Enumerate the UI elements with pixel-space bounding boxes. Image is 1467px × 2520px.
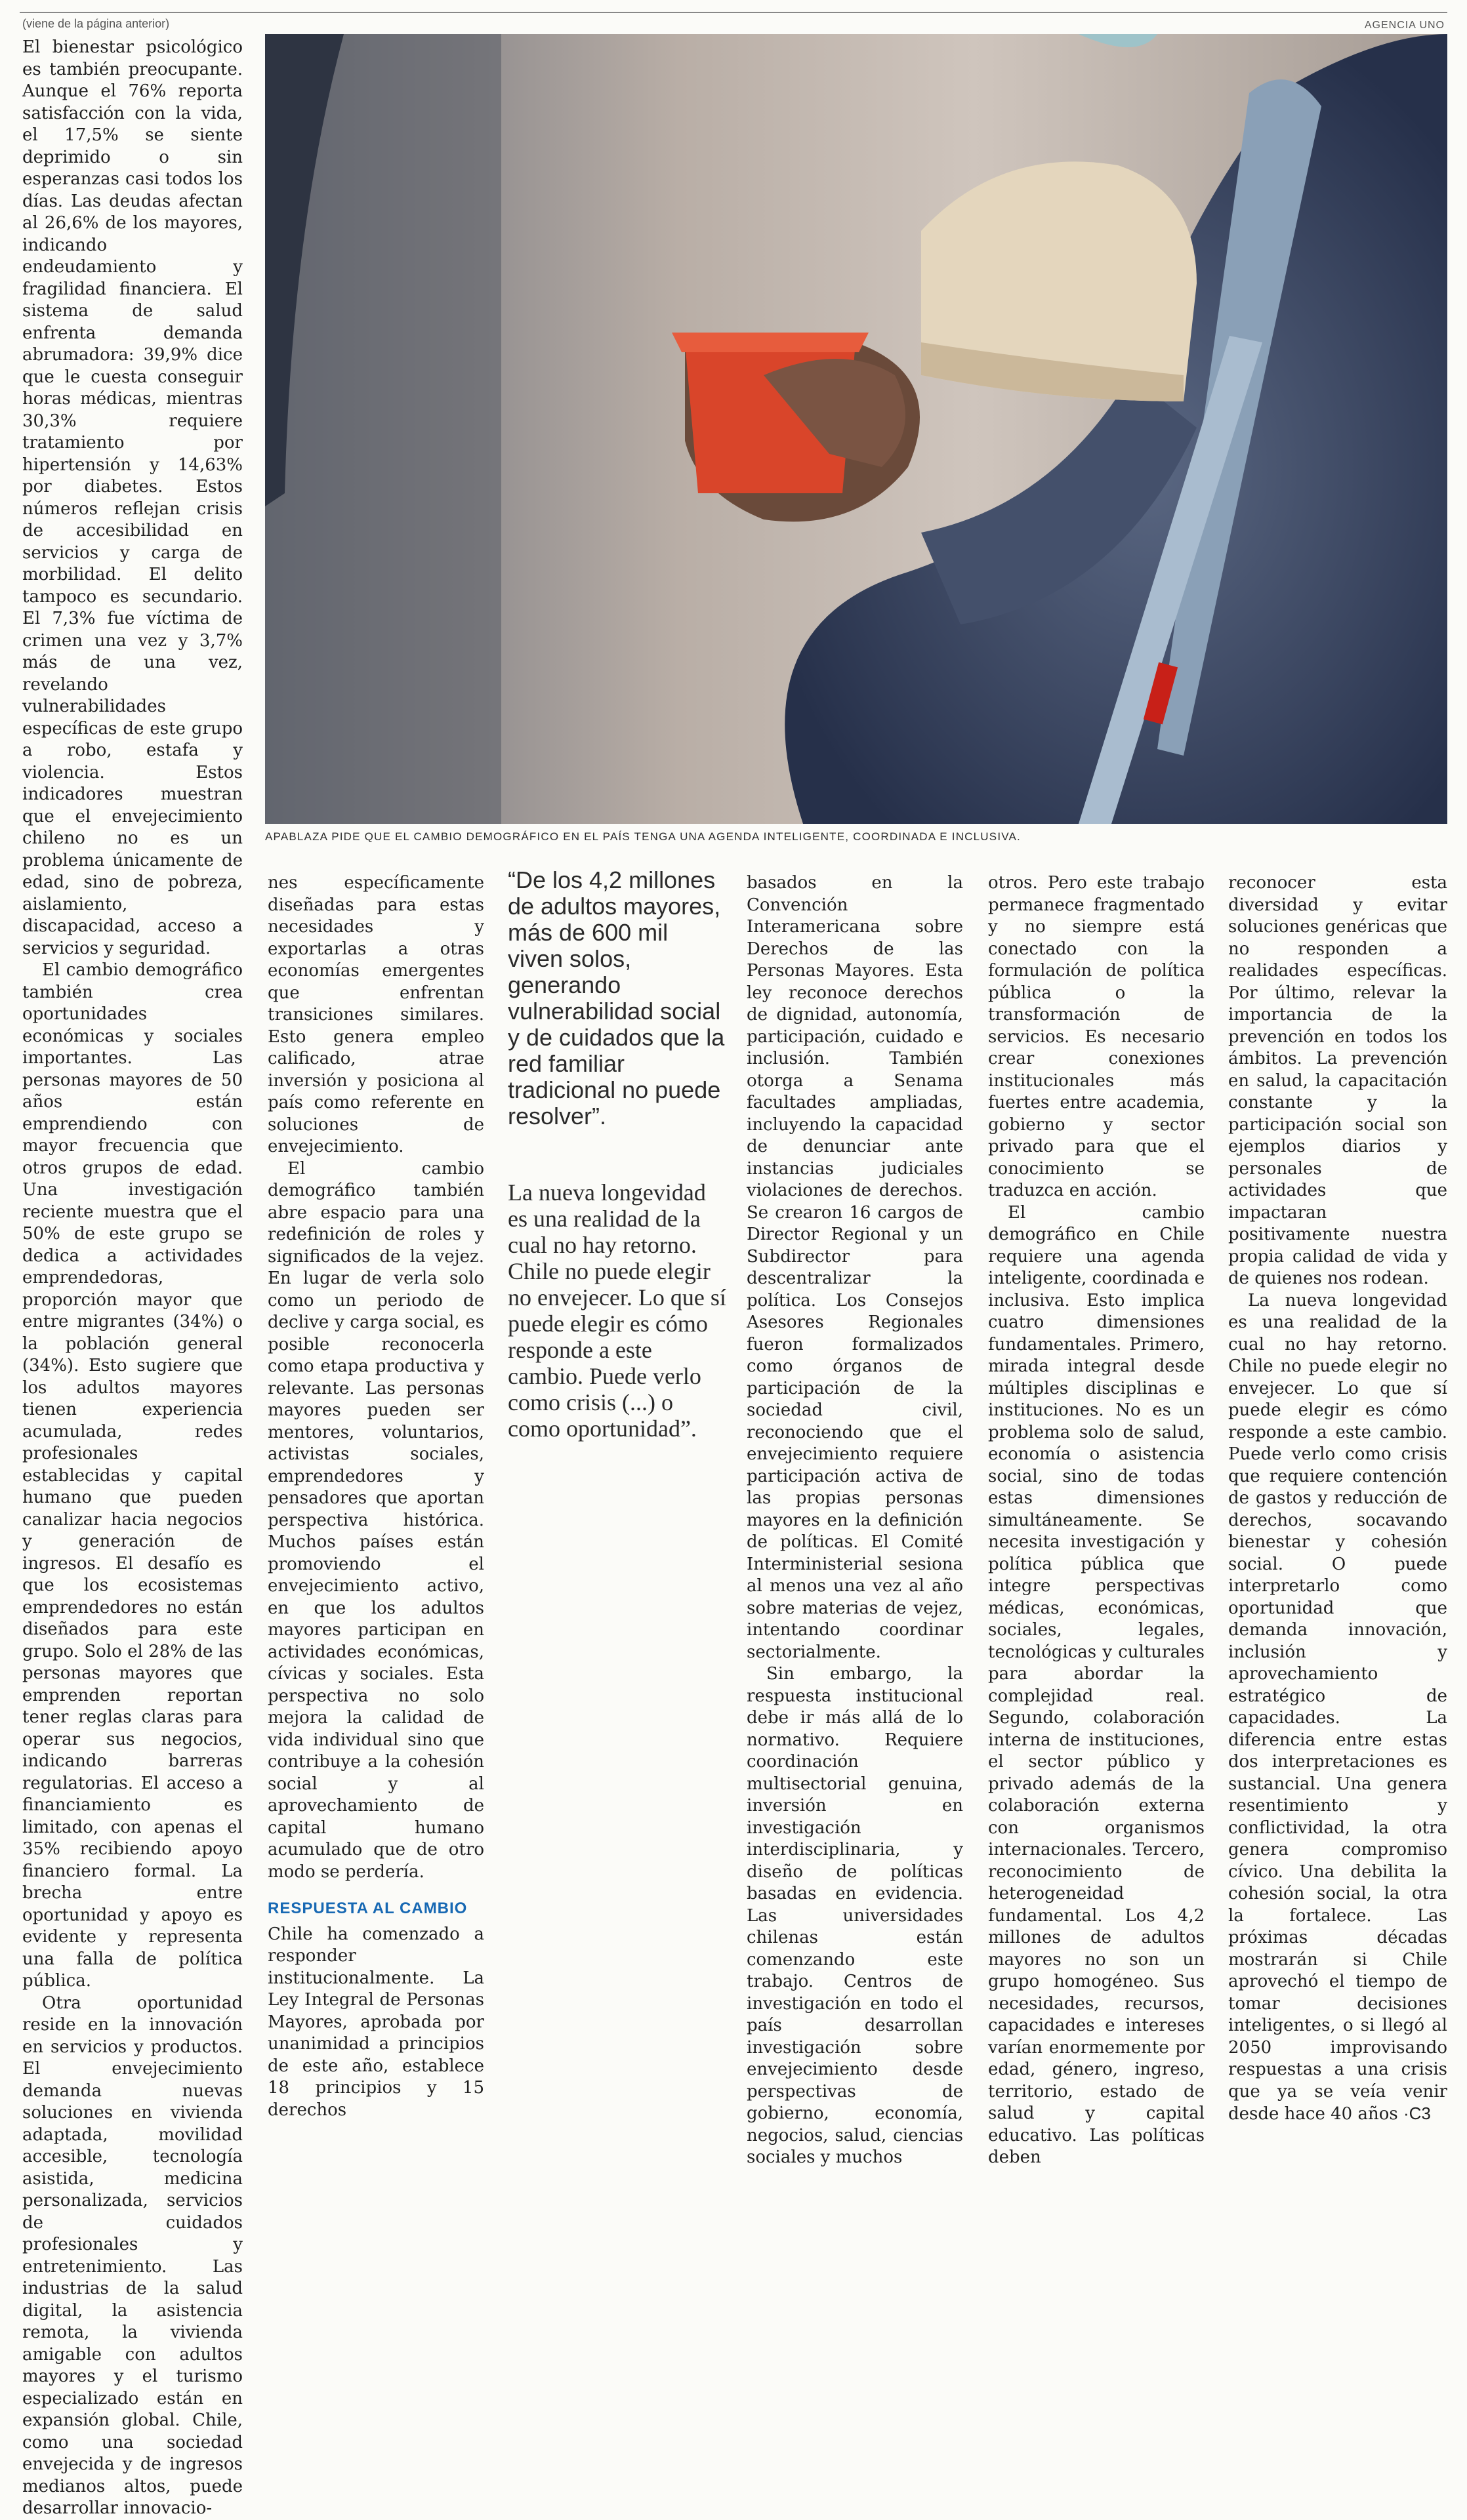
paragraph: El bienestar psicológico es también preocupante. Aunque el 76% reporta satisfacción con la vida, el 17,5% se siente deprimido o sin esperanzas casi todos los días. Las deudas afectan al 26,6% de los mayores, indicando endeudamiento y fragilidad financiera. El sistema de salud enfrenta demanda abrumadora: 39,9% dice que le cuesta conseguir horas médicas, mientras 30,3% requiere tratamiento por hipertensión y 14,63% por diabetes. Estos números reflejan crisis de accesibilidad en servicios y carga de morbilidad. El delito tampoco es secundario. El 7,3% fue víctima de crimen una vez y 3,7% más de una vez, revelando vulnerabilidades específicas de este grupo a robo, estafa y violencia. Estos indicadores muestran que el envejecimiento chileno no es un problema únicamente de edad, sino de pobreza, aislamiento, discapacidad, acceso a servicios y seguridad.	[22, 37, 243, 958]
paragraph-text: La nueva longevidad es una realidad de la cual no hay retorno. Chile no puede elegir no envejecer. Lo que sí puede elegir es cómo responde a este cambio. Puede verlo como crisis que requiere contención de gastos y reducción de derechos, socavando bienestar y cohesión social. O puede interpretarlo como oportunidad que demanda innovación, inclusión y aprovechamiento estratégico de capacidades. La diferencia entre estas dos interpretaciones es sustancial. Una genera resentimiento y conflictividad, la otra genera compromiso cívico. Una debilita la cohesión social, la otra la fortalece. Las próximas décadas mostrarán si Chile aprovechó el tiempo de tomar decisiones inteligentes, o si llegó al 2050 improvisando respuestas a una crisis que ya se veía venir desde hace 40 años	[1228, 1290, 1447, 2124]
paragraph: El cambio demográfico en Chile requiere una agenda inteligente, coordinada e inclusiva. Esto implica cuatro dimensiones fundamentales. Primero, mirada integral desde múltiples disciplinas e instituciones. No es un problema solo de salud, economía o asistencia social, sino de todas estas dimensiones simultáneamente. Se necesita investigación y política pública que integre perspectivas médicas, económicas, sociales, legales, tecnológicas y culturales para abordar la complejidad real. Segundo, colaboración interna de instituciones, el sector público y privado además de la colaboración externa con organismos internacionales. Tercero, reconocimiento de heterogeneidad fundamental. Los 4,2 millones de adultos mayores no son un grupo homogéneo. Sus necesidades, recursos, capacidades e intereses varían enormemente por edad, género, ingreso, territorio, estado de salud y capital educativo. Las políticas deben	[988, 1202, 1205, 2167]
photo-illustration	[265, 34, 1447, 824]
pull-quote-2: La nueva longevidad es una realidad de la cual no hay retorno. Chile no puede elegir no envejecer. Lo que sí puede elegir es cómo responde a este cambio. Puede verlo como crisis (...) o como oportunidad”.	[508, 1179, 726, 1442]
paragraph: Chile ha comenzado a responder institucionalmente. La Ley Integral de Personas Mayores, aprobada por unanimidad a principios de este año, establece 18 principios y 15 derechos	[268, 1924, 484, 2120]
photo-caption: APABLAZA PIDE QUE EL CAMBIO DEMOGRÁFICO EN EL PAÍS TENGA UNA AGENDA INTELIGENTE, COORDINADA E INCLUSIVA.	[265, 830, 1021, 843]
paragraph: El cambio demográfico también crea oportunidades económicas y sociales importantes. Las personas mayores de 50 años están emprendiendo con mayor frecuencia que otros grupos de edad. Una investigación reciente muestra que el 50% de este grupo se dedica a actividades emprendedoras, proporción mayor que entre migrantes (34%) o la población general (34%). Esto sugiere que los adultos mayores tienen experiencia acumulada, redes profesionales establecidas y capital humano que pueden canalizar hacia negocios y generación de ingresos. El desafío es que los ecosistemas emprendedores no están diseñados para este grupo. Solo el 28% de las personas mayores que emprenden reportan tener reglas claras para operar sus negocios, indicando barreras regulatorias. El acceso a financiamiento es limitado, con apenas el 35% recibiendo apoyo financiero formal. La brecha entre oportunidad y apoyo es evidente y representa una falla de política pública.	[22, 960, 243, 1991]
article-photo	[265, 34, 1447, 824]
continued-note: (viene de la página anterior)	[22, 17, 170, 30]
article-column-1	[22, 37, 243, 2520]
paragraph: basados en la Convención Interamericana sobre Derechos de las Personas Mayores. Esta ley reconoce derechos de dignidad, autonomía, participación, cuidado e inclusión. También otorga a Senama facultades ampliadas, incluyendo la capacidad de denunciar ante instancias judiciales violaciones de derechos. Se crearon 16 cargos de Director Regional y un Subdirector para descentralizar la política. Los Consejos Asesores Regionales fueron formalizados como órganos de participación de la sociedad civil, reconociendo que el envejecimiento requiere participación activa de las propias personas mayores en la definición de políticas. El Comité Interministerial sesiona al menos una vez al año sobre materias de vejez, intentando coordinar sectorialmente.	[747, 873, 963, 1662]
paragraph: otros. Pero este trabajo permanece fragmentado y no siempre está conectado con la formulación de política pública o la transformación de servicios. Es necesario crear conexiones institucionales más fuertes entre academia, gobierno y sector privado para que el conocimiento se traduzca en acción.	[988, 873, 1205, 1200]
paragraph: Otra oportunidad reside en la innovación en servicios y productos. El envejecimiento demanda nuevas soluciones en vivienda adaptada, movilidad accesible, tecnología asistida, medicina personalizada, servicios de cuidados profesionales y entretenimiento. Las industrias de la salud digital, la asistencia remota, la vivienda amigable con adultos mayores y el turismo especializado están en expansión global. Chile, como una sociedad envejecida y de ingresos medianos altos, puede desarrollar innovacio-	[22, 1993, 243, 2518]
top-rule	[20, 12, 1447, 13]
paragraph: reconocer esta diversidad y evitar soluciones genéricas que no responden a realidades específicas. Por último, relevar la importancia de la prevención en todos los ámbitos. La prevención en salud, la capacitación constante y la participación social son ejemplos diarios y personales de actividades que impactaran positivamente nuestra propia calidad de vida y de quienes nos rodean.	[1228, 873, 1447, 1288]
pull-quote-1: “De los 4,2 millones de adultos mayores, más de 600 mil viven solos, generando vulnerabilidad social y de cuidados que la red familiar tradicional no puede resolver”.	[508, 866, 725, 1129]
paragraph: nes específicamente diseñadas para estas necesidades y exportarlas a otras economías emergentes que enfrentan transiciones similares. Esto genera empleo calificado, atrae inversión y posiciona al país como referente en soluciones de envejecimiento.	[268, 873, 484, 1156]
paragraph	[1228, 1290, 1447, 2126]
photo-credit: AGENCIA UNO	[1364, 20, 1445, 31]
end-mark: ·C3	[1403, 2103, 1431, 2123]
article-column-5	[988, 872, 1205, 2169]
article-column-4	[747, 872, 963, 2169]
article-column-2	[268, 872, 484, 2121]
paragraph: Sin embargo, la respuesta institucional debe ir más allá de lo normativo. Requiere coordinación multisectorial genuina, inversión en investigación interdisciplinaria, y diseño de políticas basadas en evidencia. Las universidades chilenas están comenzando este trabajo. Centros de investigación en todo el país desarrollan investigación sobre envejecimiento desde perspectivas de gobierno, economía, negocios, salud, ciencias sociales y muchos	[747, 1664, 963, 2167]
paragraph: El cambio demográfico también abre espacio para una redefinición de roles y significados de la vejez. En lugar de verla solo como un periodo de declive y carga social, es posible reconocerla como etapa productiva y relevante. Las personas mayores pueden ser mentores, voluntarios, activistas sociales, emprendedores y pensadores que aportan perspectiva histórica. Muchos países están promoviendo el envejecimiento activo, en que los adultos mayores participan en actividades económicas, cívicas y sociales. Esta perspectiva no solo mejora la calidad de vida individual sino que contribuye a la cohesión social y al aprovechamiento de capital humano acumulado que de otro modo se perdería.	[268, 1158, 484, 1882]
article-column-6	[1228, 872, 1447, 2126]
section-subhead: RESPUESTA AL CAMBIO	[268, 1900, 468, 1917]
